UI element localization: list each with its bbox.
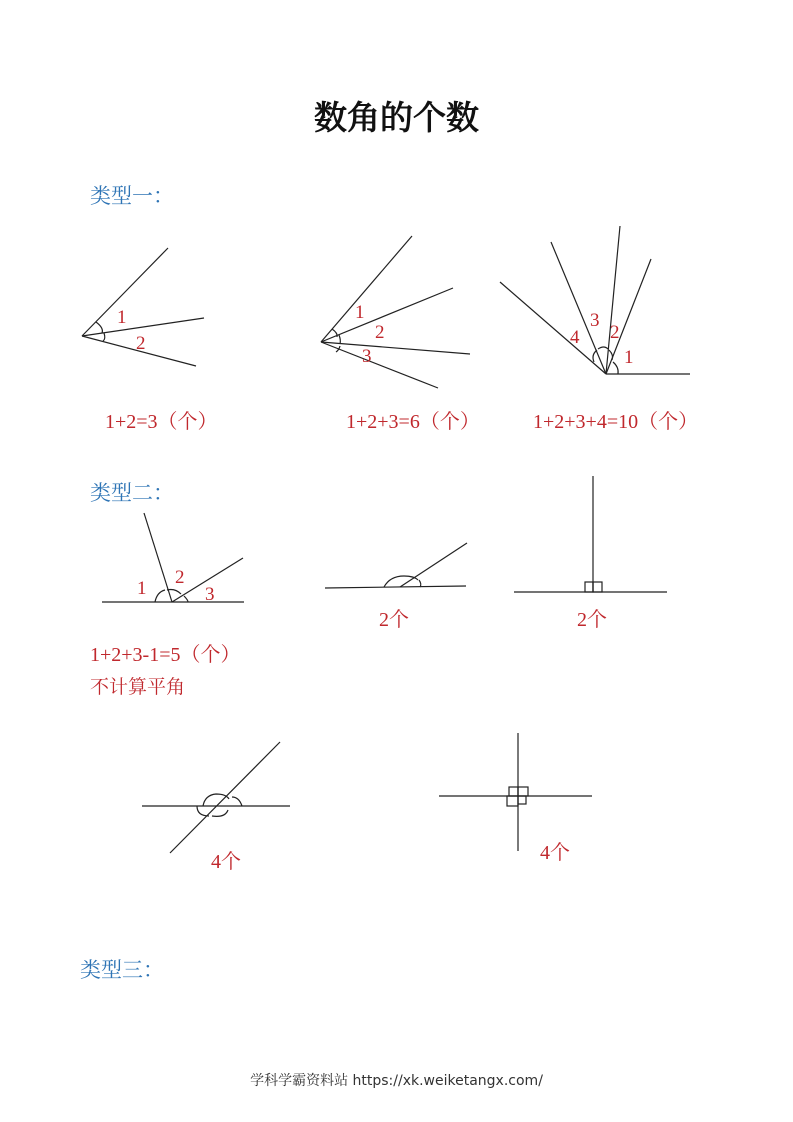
type1-fig3-label-4: 4 [570,327,580,348]
type2-fig1-note: 不计算平角 [90,676,186,698]
type2-fig2-caption: 2个 [379,609,409,631]
type2-fig1-diagram [102,513,244,605]
type2-fig4-diagram [142,742,290,853]
type1-fig1-caption: 1+2=3（个） [105,411,218,433]
type3-heading: 类型三： [80,958,164,982]
type1-fig2-label-3: 3 [362,346,372,367]
type1-fig1-diagram [82,248,204,366]
type2-heading: 类型二： [90,481,174,505]
type1-fig3-caption: 1+2+3+4=10（个） [533,411,699,433]
type1-fig3-label-1: 1 [624,347,634,368]
type1-heading: 类型一： [90,184,174,208]
type1-fig3-diagram [500,226,690,374]
type2-fig1-label-3: 3 [205,584,215,605]
type2-fig1-label-2: 2 [175,567,185,588]
type1-fig2-caption: 1+2+3=6（个） [346,411,480,433]
type2-fig5-diagram [439,733,592,851]
type1-fig3-label-2: 2 [610,322,620,343]
type1-fig3-label-3: 3 [590,310,600,331]
type2-fig3-diagram [514,476,667,592]
footer-watermark: 学科学霸资料站 https://xk.weiketangx.com/ [250,1073,543,1089]
type1-fig1-label-2: 2 [136,333,146,354]
type1-fig2-label-1: 1 [355,302,365,323]
type1-fig2-label-2: 2 [375,322,385,343]
type1-fig2-diagram [321,236,470,388]
type1-fig1-label-1: 1 [117,307,127,328]
page-title: 数角的个数 [314,98,479,137]
type2-fig1-label-1: 1 [137,578,147,599]
type2-fig3-caption: 2个 [577,609,607,631]
type2-fig4-caption: 4个 [211,851,241,873]
type2-fig5-caption: 4个 [540,842,570,864]
type2-fig2-diagram [325,543,467,588]
type2-fig1-caption: 1+2+3-1=5（个） [90,644,241,666]
